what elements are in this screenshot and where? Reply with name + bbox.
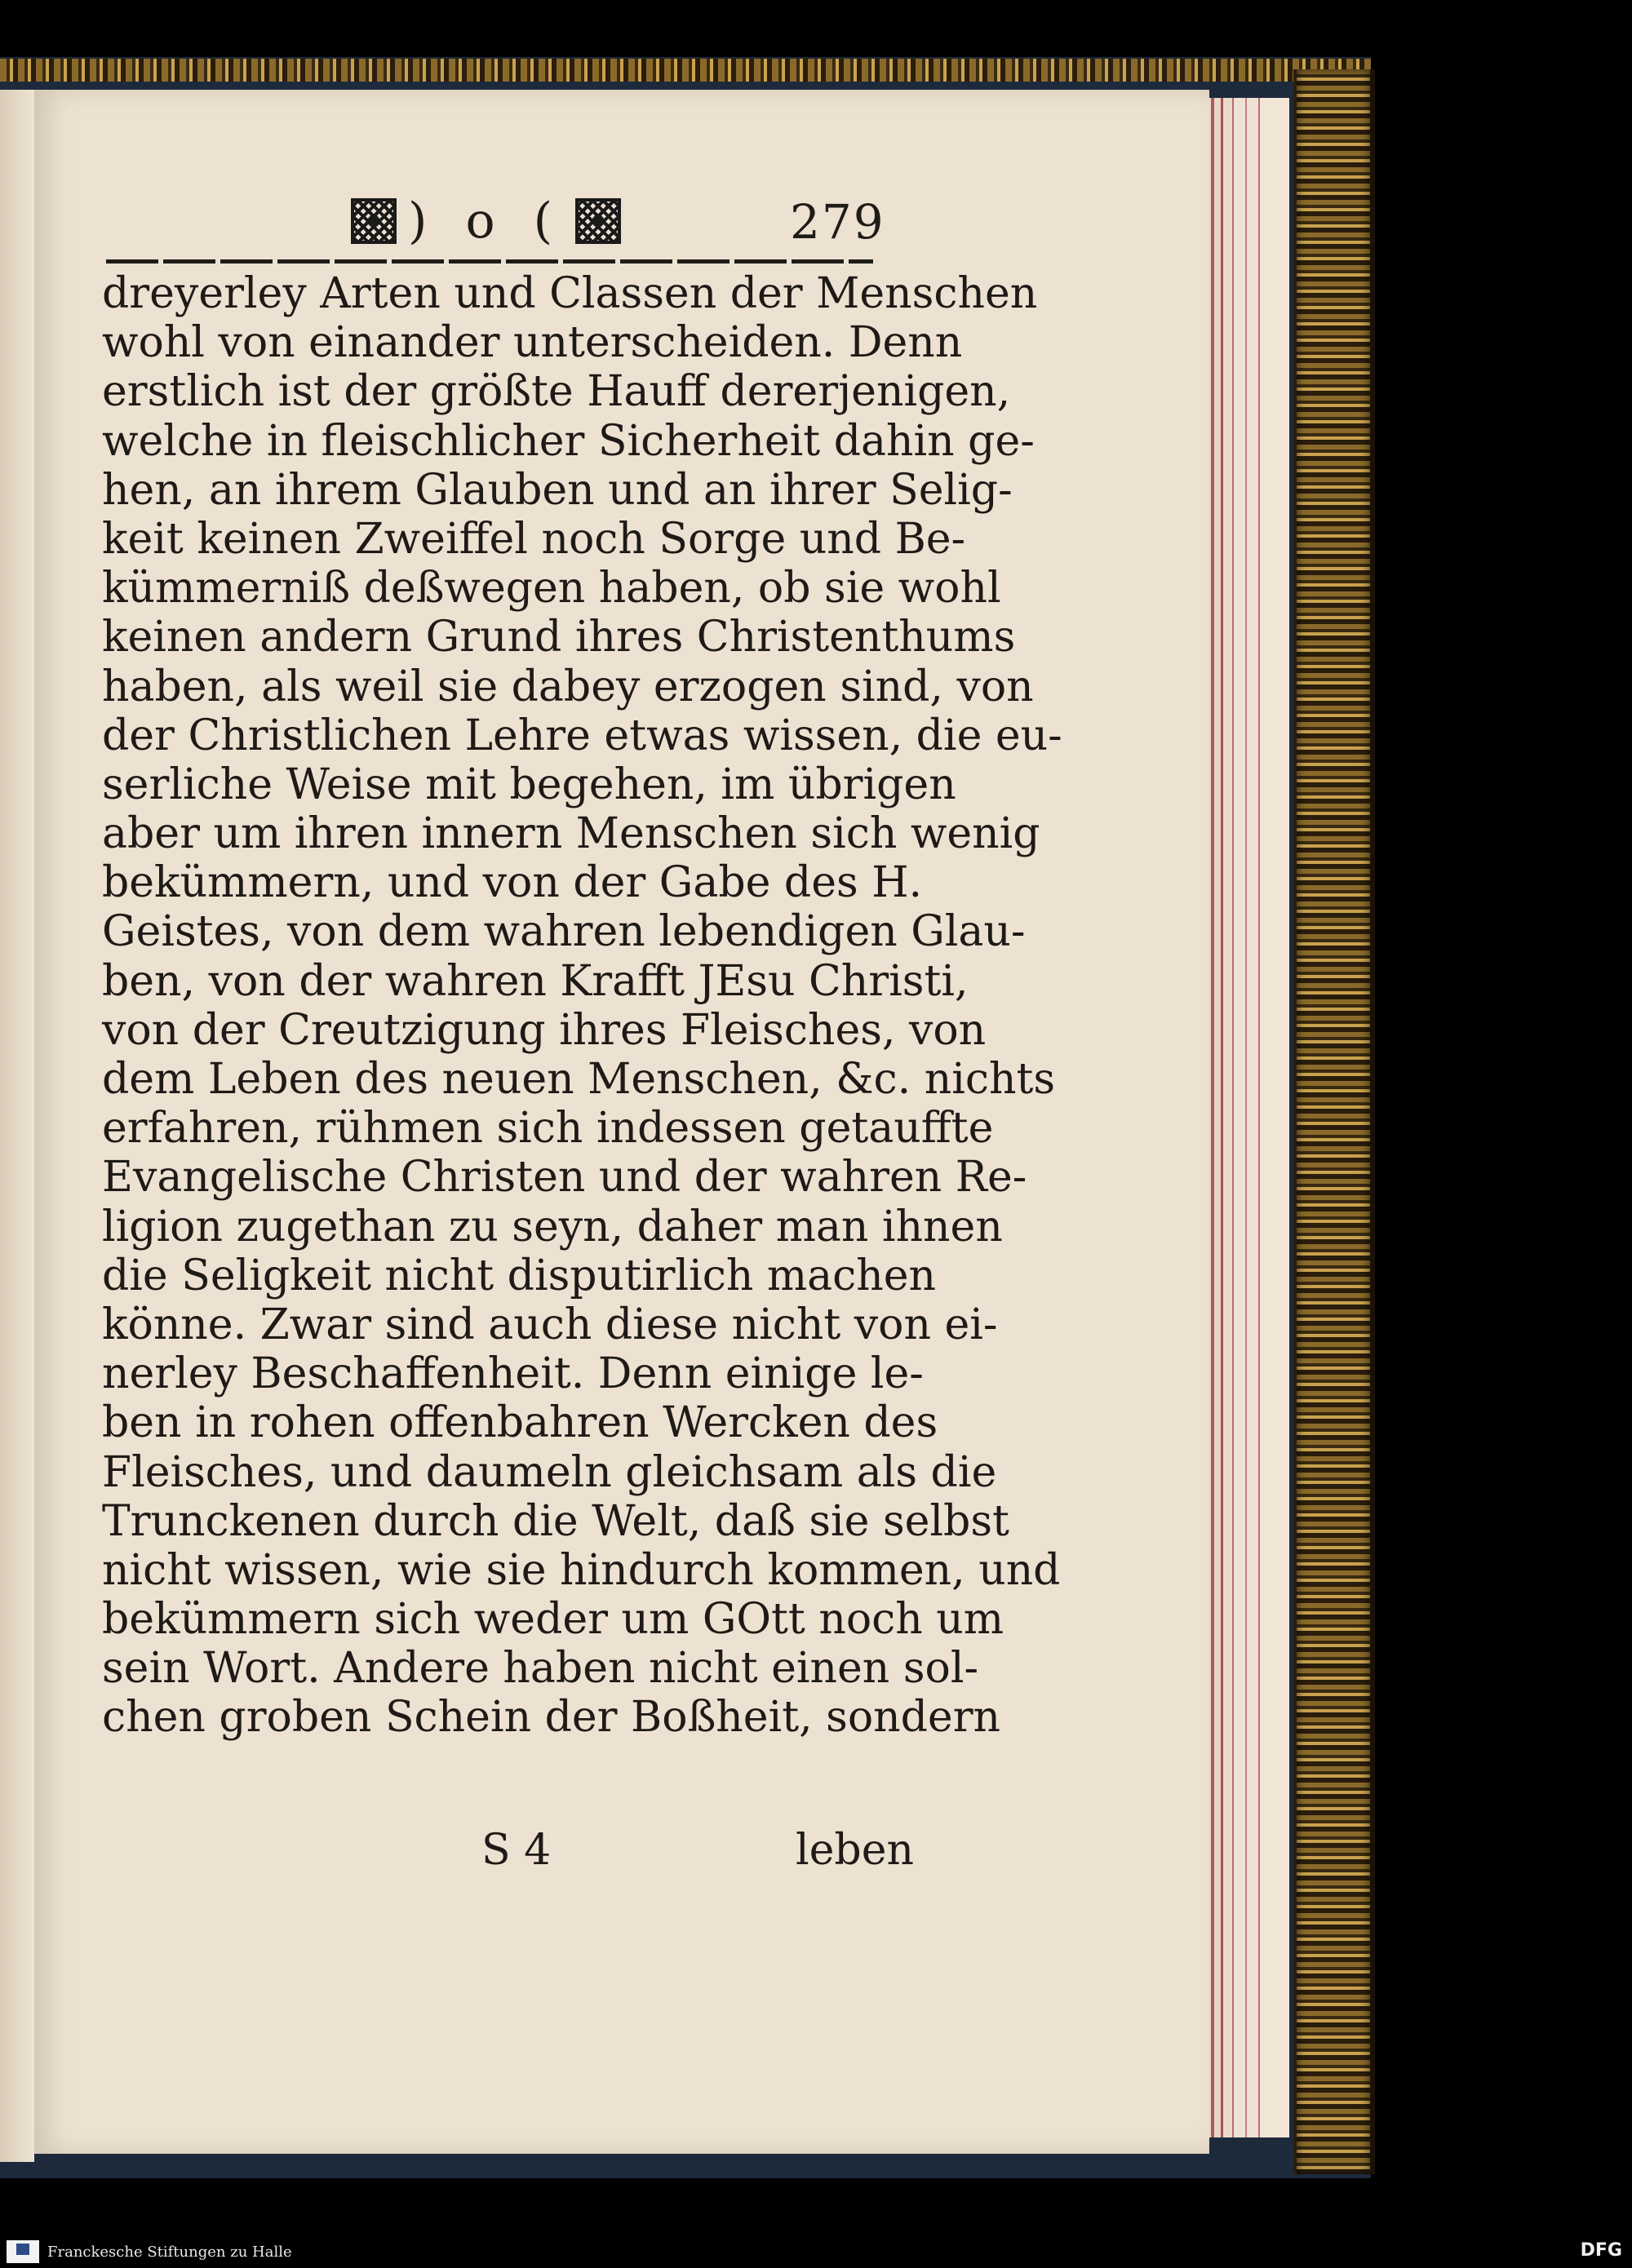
text-line: welche in fleischlicher Sicherheit dahin ge- — [102, 416, 1035, 466]
text-line: die Seligkeit nicht disputirlich machen — [102, 1251, 937, 1300]
text-line: hen, an ihrem Glauben und an ihrer Selig- — [102, 465, 1013, 515]
text-line: bekümmern sich weder um GOtt noch um — [102, 1595, 1004, 1645]
text-line: ligion zugethan zu seyn, daher man ihnen — [102, 1202, 1003, 1251]
facing-page-edge — [0, 90, 34, 2162]
text-line: erstlich ist der größte Hauff dererjenigen, — [102, 367, 1011, 417]
text-line: ben in rohen offenbahren Wercken des — [102, 1398, 938, 1448]
ornament-right-icon — [575, 198, 621, 244]
header-rule — [106, 259, 873, 264]
text-line: keinen andern Grund ihres Christenthums — [102, 613, 1016, 662]
funder-logo: DFG — [1580, 2240, 1622, 2261]
gilt-border-right — [1293, 69, 1375, 2174]
text-line: von der Creutzigung ihres Fleisches, von — [102, 1005, 987, 1055]
text-line: bekümmern, und von der Gabe des H. — [102, 858, 923, 908]
page-foot — [481, 1826, 914, 1883]
text-line: nerley Beschaffenheit. Denn einige le- — [102, 1349, 924, 1399]
institution-logo-icon — [7, 2240, 39, 2263]
institution-name: Franckesche Stiftungen zu Halle — [47, 2244, 292, 2261]
text-line: könne. Zwar sind auch diese nicht von ei- — [102, 1300, 998, 1349]
text-line: Evangelische Christen und der wahren Re- — [102, 1153, 1027, 1203]
text-line: kümmerniß deßwegen haben, ob sie wohl — [102, 564, 1001, 614]
page-fore-edge — [1200, 98, 1289, 2137]
text-line: Trunckenen durch die Welt, daß sie selbst — [102, 1496, 1009, 1546]
text-line: erfahren, rühmen sich indessen getauffte — [102, 1104, 994, 1154]
text-line: ben, von der wahren Krafft JEsu Christi, — [102, 956, 969, 1006]
text-line: dem Leben des neuen Menschen, &c. nichts — [102, 1055, 1056, 1104]
text-line: der Christlichen Lehre etwas wissen, die eu- — [102, 711, 1062, 760]
text-line: keit keinen Zweiffel noch Sorge und Be- — [102, 514, 966, 564]
signature-mark: S 4 — [481, 1826, 552, 1875]
text-line: Fleisches, und daumeln gleichsam als die — [102, 1447, 997, 1497]
page-number: 279 — [790, 194, 885, 250]
text-line: dreyerley Arten und Classen der Menschen — [102, 269, 1038, 318]
catchword: leben — [796, 1826, 914, 1875]
text-line: chen groben Schein der Boßheit, sondern — [102, 1693, 1001, 1743]
text-line: sein Wort. Andere haben nicht einen sol- — [102, 1644, 979, 1694]
text-line: aber um ihren innern Menschen sich wenig — [102, 809, 1040, 859]
text-line: Geistes, von dem wahren lebendigen Glau- — [102, 907, 1026, 957]
text-line: wohl von einander unterscheiden. Denn — [102, 318, 963, 368]
text-line: nicht wissen, wie sie hindurch kommen, und — [102, 1545, 1061, 1595]
text-line: haben, als weil sie dabey erzogen sind, von — [102, 662, 1034, 711]
gilt-border-top — [0, 59, 1371, 82]
ornament-left-icon — [351, 198, 397, 244]
text-line: serliche Weise mit begehen, im übrigen — [102, 760, 956, 809]
viewer-footer — [0, 2235, 1632, 2268]
body-text — [102, 269, 1062, 1743]
running-head-text: ) o ( — [408, 193, 565, 250]
